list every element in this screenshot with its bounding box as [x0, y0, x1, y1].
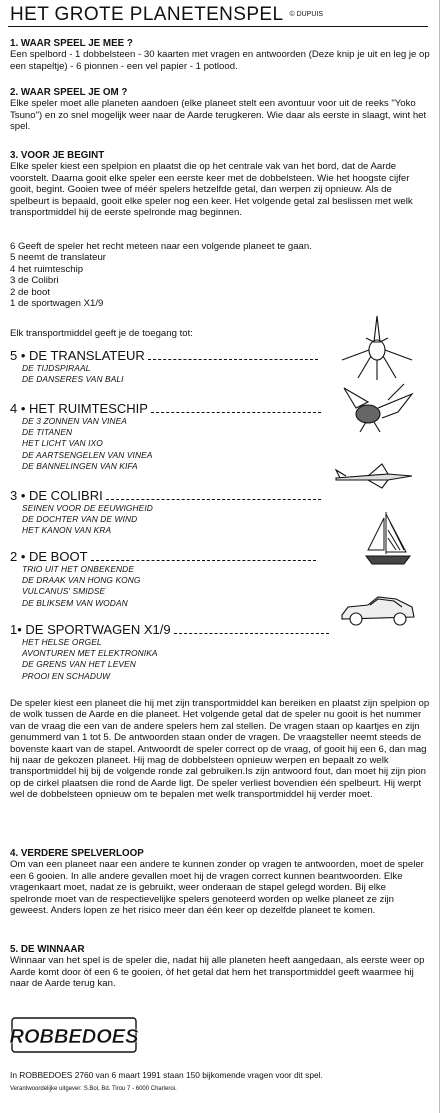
publisher-line: Verantwoordelijke uitgever: S.Bol, Bd. Tirou 7 - 6000 Charleroi. [10, 1086, 177, 1092]
transport-block-sportwagen [10, 622, 430, 682]
section-2 [10, 87, 430, 133]
list-item: DE TIJDSPIRAAL [22, 363, 91, 373]
transport-label: 1• DE SPORTWAGEN X1/9 [10, 622, 171, 637]
section-4 [10, 848, 430, 916]
list-item: DE BANNELINGEN VAN KIFA [22, 460, 138, 471]
section-1 [10, 38, 430, 72]
list-item: HET KANON VAN KRA [22, 525, 112, 536]
list-item: 6 Geeft de speler het recht meteen naar een volgende planeet te gaan. [10, 241, 312, 252]
list-item: PROOI EN SCHADUW [22, 670, 111, 681]
list-item: 5 neemt de translateur [10, 252, 106, 264]
section-heading: 1. WAAR SPEEL JE MEE ? [10, 38, 133, 49]
car-icon [338, 593, 418, 629]
dashed-leader [106, 490, 321, 500]
dashed-leader [148, 350, 318, 360]
transport-intro: Elk transportmiddel geeft je de toegang tot: [10, 328, 193, 339]
section-body: Elke speler kiest een spelpion en plaatst die op het centrale vak van het bord, dat de Aarde voorstelt. Daarna gooit elke speler een eerste keer met de dobbelsteen. Wie het hoogste cijfer gooit, begint. Gooien twee of méér spelers hetzelfde getal, dan werpen zij opnieuw. Als de spelbeurt is bepaald, gooit elke speler nog een keer. Het volgende getal zal beslissen met welk transportmiddel hij de eerste spelronde mag beginnen. [10, 161, 413, 219]
section-heading: 2. WAAR SPEEL JE OM ? [10, 87, 128, 98]
section-heading: 3. VOOR JE BEGINT [10, 150, 105, 161]
section-body: De speler kiest een planeet die hij met zijn transportmiddel kan bereiken en plaatst zijn spelpion op de wolk tussen de Aarde en die planeet. Het volgende getal dat de speler nu gooit is het nummer van de vraag die een van de andere spelers hem zal stellen. De vragen staan op kaartjes en zijn genummerd van 1 tot 5. De antwoorden staan onder de vragen. De vraagsteller neemt steeds de bovenste kaart van de stapel. Antwoordt de speler correct op de vraag, of gooit hij een 6, dan mag hij naar de gekozen planeet. Hij mag de dobbelsteen opnieuw werpen en bepaalt zo welk transportmiddel hij bij de volgende ronde zal gebruiken.Is zijn antwoord fout, dan moet hij zijn pion op de cirkel plaatsen die rond de Aarde ligt. De speler verliest bovendien één spelbeurt. Hij werpt wel de dobbelsteen opnieuw om te bepalen met welk transportmiddel hij verder moet. [10, 698, 430, 801]
footer-note: In ROBBEDOES 2760 van 6 maart 1991 staan 150 bijkomende vragen voor dit spel. [10, 1070, 323, 1080]
list-item: 1 de sportwagen X1/9 [10, 298, 104, 310]
section-body: Winnaar van het spel is de speler die, nadat hij alle planeten heeft aangedaan, als eerste weer op Aarde komt door òf een 6 te gooien, òf het getal dat hem het transportmiddel geeft waarmee hij naar de Aarde terug kan. [10, 955, 425, 990]
list-item: DE DOCHTER VAN DE WIND [22, 514, 138, 525]
copyright-label: © DUPUIS [289, 11, 324, 19]
jet-icon [334, 462, 416, 490]
list-item: 4 het ruimteschip [10, 263, 84, 275]
list-item: 2 de boot [10, 286, 51, 298]
page-edge [439, 0, 440, 1113]
list-item: 3 de Colibri [10, 275, 59, 287]
section-body: Elke speler moet alle planeten aandoen (elke planeet stelt een avontuur voor uit de reeks "Yoko Tsuno") en zo snel mogelijk weer naar de Aarde terugkeren. Wie daar als eerste in slaagt, wint het spel. [10, 98, 427, 133]
list-item: AVONTUREN MET ELEKTRONIKA [22, 648, 158, 659]
section-heading: 4. VERDERE SPELVERLOOP [10, 848, 144, 859]
list-item: VULCANUS' SMIDSE [22, 586, 106, 597]
section-3 [10, 150, 430, 218]
list-item: HET HELSE ORGEL [22, 637, 102, 647]
page-title [10, 4, 323, 26]
list-item: DE AARTSENGELEN VAN VINEA [22, 449, 153, 460]
transport-label: 5 • DE TRANSLATEUR [10, 348, 145, 363]
dashed-leader [174, 624, 329, 634]
section-5 [10, 944, 430, 990]
transport-label: 4 • HET RUIMTESCHIP [10, 401, 148, 416]
rules-paragraph [10, 698, 430, 801]
list-item: DE BLIKSEM VAN WODAN [22, 597, 128, 608]
robbedoes-logo [10, 1016, 138, 1054]
transport-label: 2 • DE BOOT [10, 549, 88, 564]
list-item: DE TITANEN [22, 427, 73, 438]
spaceship-icon [338, 378, 418, 434]
translateur-icon [338, 312, 416, 382]
transport-label: 3 • DE COLIBRI [10, 488, 103, 503]
section-body: Om van een planeet naar een andere te kunnen zonder op vragen te antwoorden, moet de speler een 6 gooien. In alle andere gevallen moet hij de vragen correct kunnen beantwoorden. Elke vragenkaart moet, nadat ze is gebruikt, weer onderaan de stapel gelegd worden. Bij elke spelronde moet van de respectievelijke spelers genoteerd worden op welke planeet ze zijn geweest. Anders lopen ze het risico meer dan één keer op dezelfde planeet te komen. [10, 859, 424, 917]
list-item: SEINEN VOOR DE EEUWIGHEID [22, 503, 153, 513]
title-underline [8, 26, 428, 27]
list-item: HET LICHT VAN IXO [22, 438, 103, 449]
list-item: DE DRAAK VAN HONG KONG [22, 575, 141, 586]
dashed-leader [91, 551, 316, 561]
section-body: Een spelbord - 1 dobbelsteen - 30 kaarten met vragen en antwoorden (Deze knip je uit en leg je op een stapeltje) - 6 pionnen - een vel papier - 1 potlood. [10, 49, 430, 72]
list-item: DE GRENS VAN HET LEVEN [22, 659, 136, 670]
list-item: TRIO UIT HET ONBEKENDE [22, 564, 135, 574]
list-item: DE DANSERES VAN BALI [22, 374, 124, 385]
svg-text:ROBBEDOES: ROBBEDOES [10, 1026, 138, 1048]
sailboat-icon [364, 510, 412, 566]
section-heading: 5. DE WINNAAR [10, 944, 85, 955]
dashed-leader [151, 403, 321, 413]
dice-outcome-list [10, 241, 312, 309]
title-text: HET GROTE PLANETENSPEL [10, 4, 284, 25]
list-item: DE 3 ZONNEN VAN VINEA [22, 416, 127, 426]
